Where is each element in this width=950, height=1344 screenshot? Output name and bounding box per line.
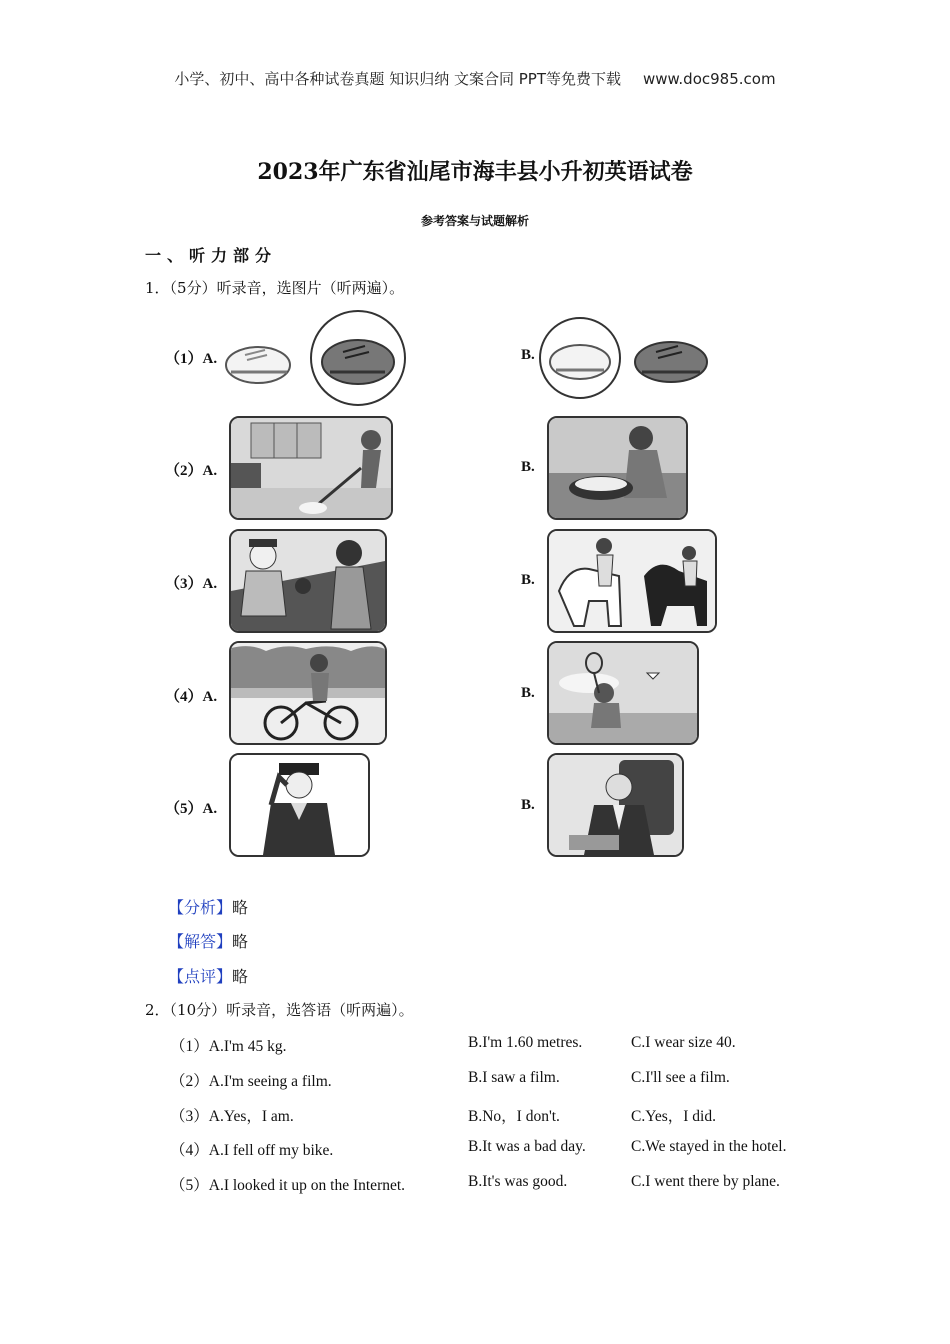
q1-row1-picture-b [538, 312, 713, 404]
q2-item4-option-a: （4）A.I fell off my bike. [170, 1142, 334, 1159]
q1-row2-label-a: （2）A. [165, 463, 218, 479]
page-header [0, 68, 950, 89]
q1-row5-picture-b [547, 753, 684, 857]
q2-item4-option-c: C.We stayed in the hotel. [631, 1138, 787, 1155]
note-text: 略 [232, 898, 249, 917]
q2-item1-option-b: B.I'm 1.60 metres. [468, 1034, 583, 1051]
note-label: 【解答】 [168, 932, 233, 951]
q1-row4-label-b: B. [521, 685, 535, 701]
q1-row3-label-a: （3）A. [165, 576, 218, 592]
q2-item3-option-b: B.No，I don't. [468, 1108, 560, 1125]
q2-item3-option-a: （3）A.Yes，I am. [170, 1108, 294, 1125]
q2-item1-option-a: （1）A.I'm 45 kg. [170, 1038, 287, 1055]
q2-item2-option-b: B.I saw a film. [468, 1069, 560, 1086]
q1-row5-picture-a [229, 753, 370, 857]
q2-item2-option-a: （2）A.I'm seeing a film. [170, 1073, 332, 1090]
page-title: 2023年广东省汕尾市海丰县小升初英语试卷 [257, 159, 693, 185]
page-subtitle: 参考答案与试题解析 [420, 214, 529, 228]
q2-item1-option-c: C.I wear size 40. [631, 1034, 736, 1051]
q1-row4-label-a: （4）A. [165, 689, 218, 705]
q1-row4-picture-b [547, 641, 699, 745]
note-text: 略 [232, 967, 249, 986]
section-heading: 一、听力部分 [145, 246, 278, 265]
q1-row5-label-b: B. [521, 797, 535, 813]
note-label: 【点评】 [168, 967, 233, 986]
question-1-stem: 1．（5分）听录音，选图片（听两遍）。 [145, 279, 405, 297]
q1-row5-label-a: （5）A. [165, 801, 218, 817]
q1-row1-label-b: B. [521, 347, 535, 363]
q1-row1-label-a: （1）A. [165, 351, 218, 367]
q2-item2-option-c: C.I'll see a film. [631, 1069, 730, 1086]
q1-note-answer [168, 929, 248, 952]
question-2-stem: 2．（10分）听录音，选答语（听两遍）。 [145, 1001, 414, 1019]
q1-row2-picture-a [229, 416, 393, 520]
q2-item4-option-b: B.It was a bad day. [468, 1138, 586, 1155]
q1-row3-label-b: B. [521, 572, 535, 588]
q1-row3-picture-a [229, 529, 387, 633]
q2-item5-option-c: C.I went there by plane. [631, 1173, 780, 1190]
q1-note-analysis [168, 895, 248, 918]
q2-item5-option-b: B.It's was good. [468, 1173, 568, 1190]
q1-row3-picture-b [547, 529, 717, 633]
q1-row2-label-b: B. [521, 459, 535, 475]
q1-row4-picture-a [229, 641, 387, 745]
header-text: 小学、初中、高中各种试卷真题 知识归纳 文案合同 PPT等免费下载 [174, 70, 621, 88]
note-text: 略 [232, 932, 249, 951]
note-label: 【分析】 [168, 898, 233, 917]
q1-note-comment [168, 964, 248, 987]
q2-item5-option-a: （5）A.I looked it up on the Internet. [170, 1177, 406, 1194]
q1-row2-picture-b [547, 416, 688, 520]
q2-item3-option-c: C.Yes，I did. [631, 1108, 716, 1125]
header-site[interactable]: www.doc985.com [642, 70, 776, 88]
q1-row1-picture-a [225, 310, 410, 410]
